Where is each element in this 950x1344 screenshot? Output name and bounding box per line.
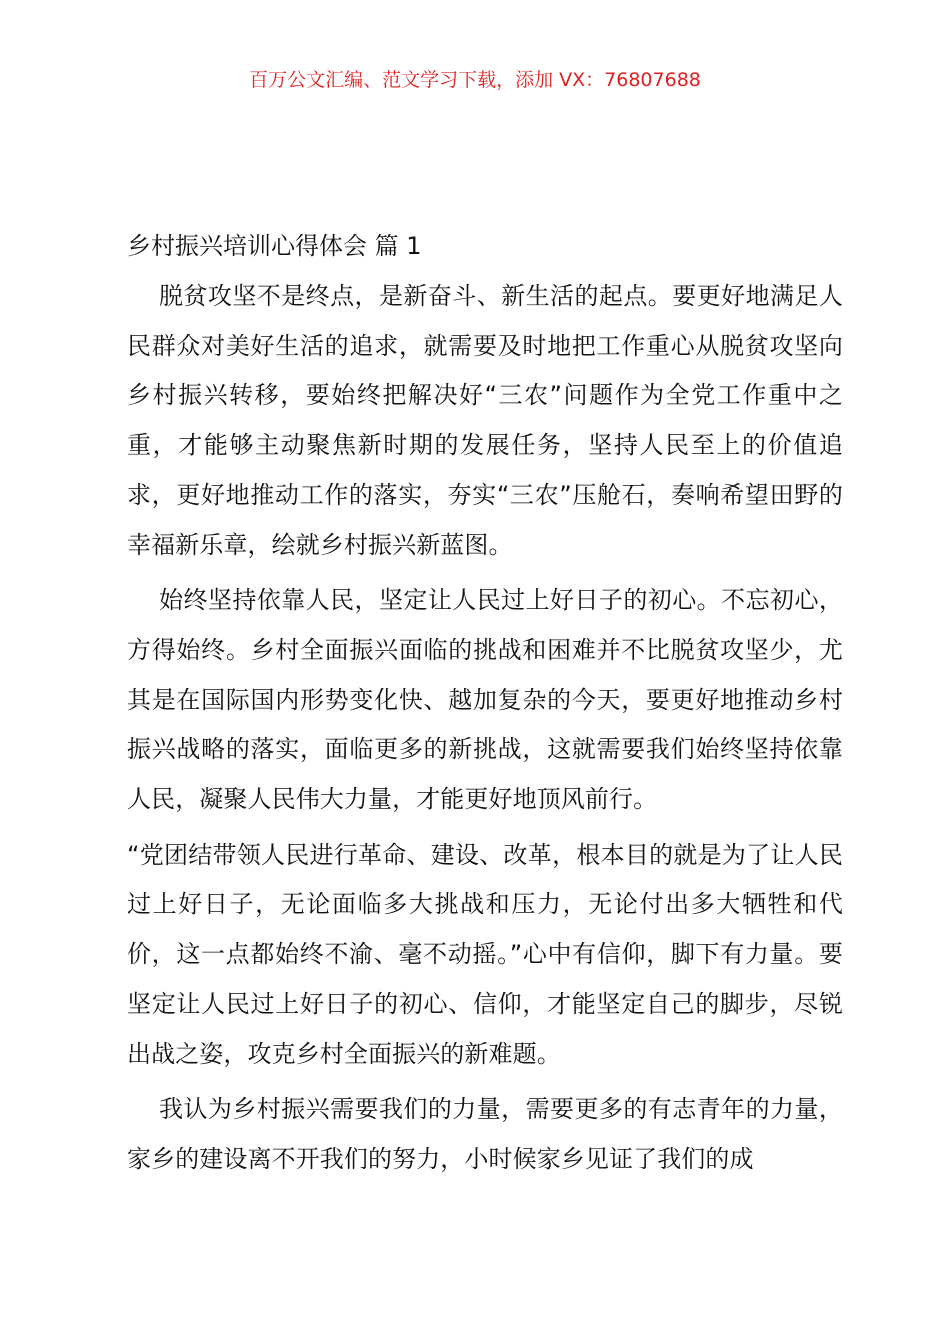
header-contact-note: 百万公文汇编、范文学习下载，添加 VX：76807688 (249, 69, 701, 91)
document-title: 乡村振兴培训心得体会 篇 1 (127, 232, 422, 260)
paragraph-quote: “党团结带领人民进行革命、建设、改革，根本目的就是为了让人民过上好日子，无论面临多大挑战和压力，无论付出多大牺牲和代价，这一点都始终不渝、毫不动摇。”心中有信仰，脚下有力量。要坚定让人民过上好日子的初心、信仰，才能坚定自己的脚步，尽锐出战之姿，攻克乡村全面振兴的新难题。 (127, 840, 843, 1068)
paragraph: 我认为乡村振兴需要我们的力量，需要更多的有志青年的力量，家乡的建设离不开我们的努力，小时候家乡见证了我们的成 (127, 1095, 843, 1173)
paragraph: 脱贫攻坚不是终点，是新奋斗、新生活的起点。要更好地满足人民群众对美好生活的追求，就需要及时地把工作重心从脱贫攻坚向乡村振兴转移，要始终把解决好“三农”问题作为全党工作重中之重，才能够主动聚焦新时期的发展任务，坚持人民至上的价值追求，更好地推动工作的落实，夯实“三农”压舱石，奏响希望田野的幸福新乐章，绘就乡村振兴新蓝图。 (127, 282, 843, 559)
paragraph: 始终坚持依靠人民，坚定让人民过上好日子的初心。不忘初心，方得始终。乡村全面振兴面临的挑战和困难并不比脱贫攻坚少，尤其是在国际国内形势变化快、越加复杂的今天，要更好地推动乡村振兴战略的落实，面临更多的新挑战，这就需要我们始终坚持依靠人民，凝聚人民伟大力量，才能更好地顶风前行。 (127, 586, 843, 814)
document-body (127, 226, 843, 1185)
